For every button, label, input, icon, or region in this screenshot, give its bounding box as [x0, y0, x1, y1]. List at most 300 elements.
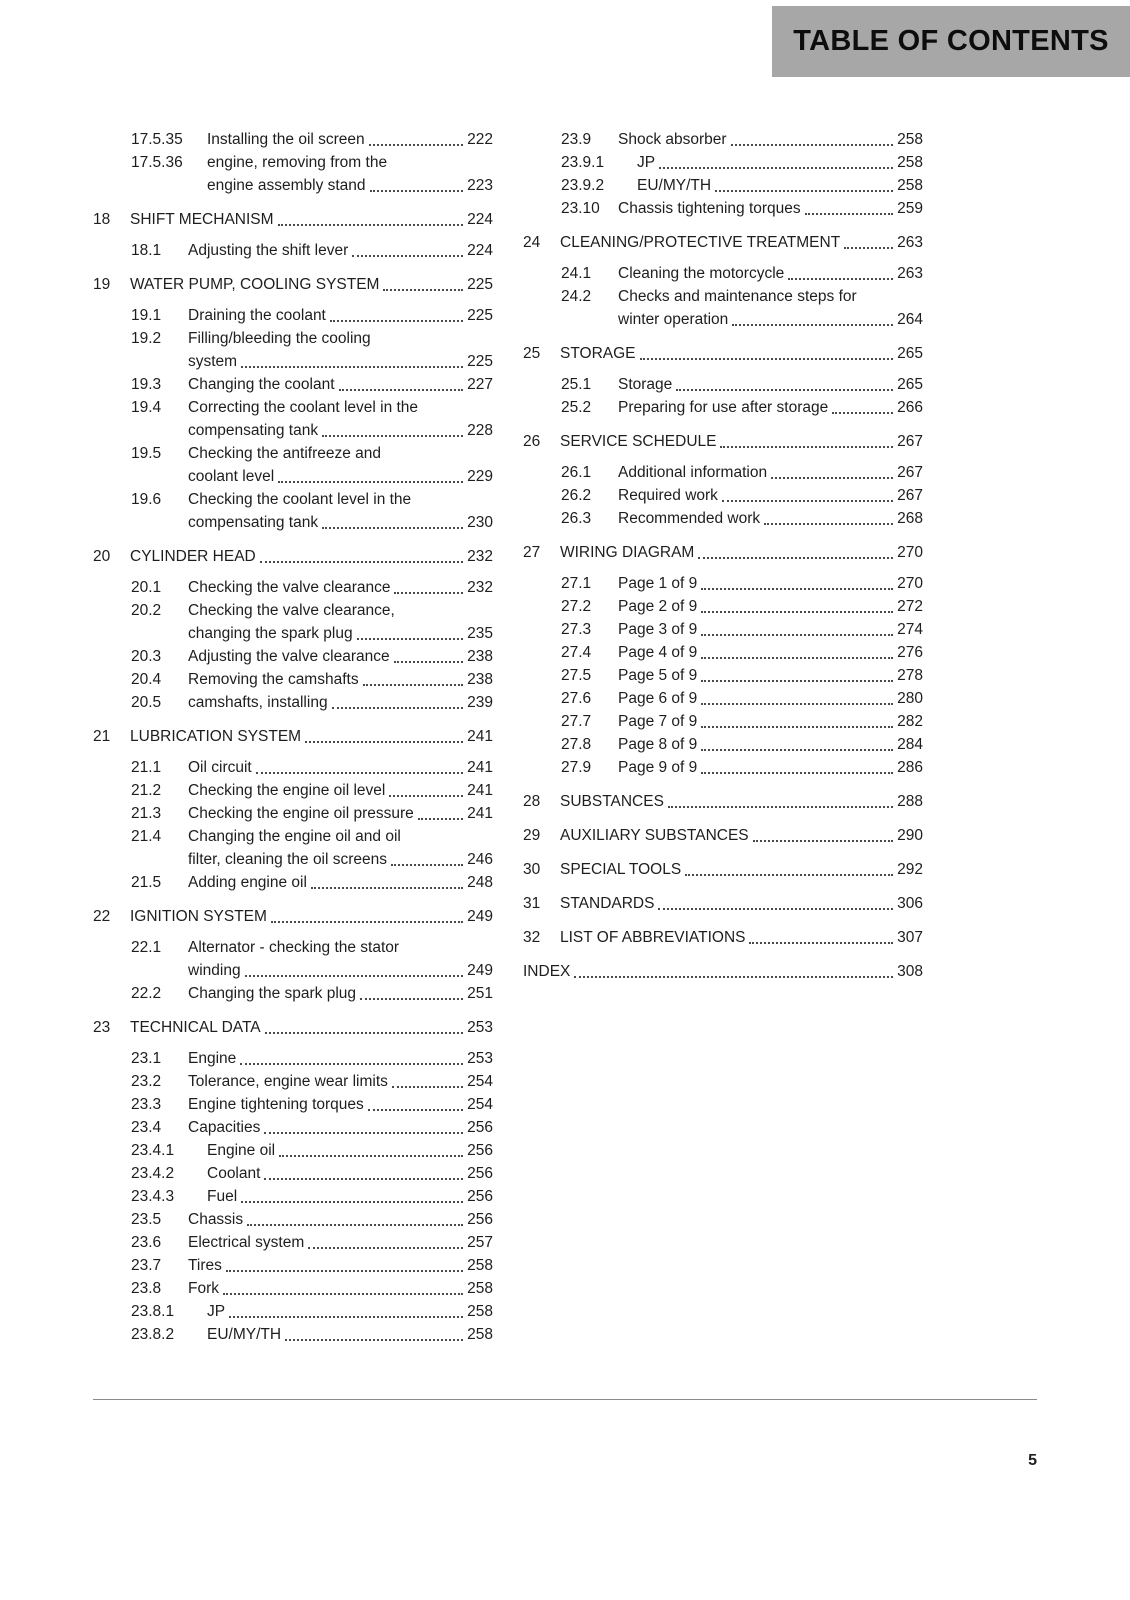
toc-entry-title: WIRING DIAGRAM: [560, 544, 695, 561]
toc-entry-title: STANDARDS: [560, 895, 655, 912]
toc-entry-line: [523, 262, 923, 285]
toc-entry-title: Checking the valve clearance,: [188, 602, 395, 619]
page-number: 5: [1028, 1452, 1037, 1469]
dotted-leader: [788, 278, 893, 280]
toc-entry-title: SERVICE SCHEDULE: [560, 433, 717, 450]
toc-entry-title: EU/MY/TH: [637, 177, 712, 194]
toc-entry-line: [523, 687, 923, 710]
toc-entry-page: 253: [467, 1050, 493, 1067]
toc-entry-page: 267: [897, 433, 923, 450]
toc-entry-title: AUXILIARY SUBSTANCES: [560, 827, 749, 844]
toc-entry-line: [93, 936, 493, 959]
toc-entry-title: Page 3 of 9: [618, 621, 698, 638]
toc-entry-number: 24.2: [561, 288, 592, 305]
toc-entry: [523, 507, 923, 530]
toc-entry-line: [523, 151, 923, 174]
toc-entry-number: 19.2: [131, 330, 162, 347]
toc-entry: [93, 1231, 493, 1254]
toc-entry-number: 23.9: [561, 131, 592, 148]
toc-entry-number: 23.8: [131, 1280, 162, 1297]
dotted-leader: [720, 446, 893, 448]
toc-entry-title: Checking the engine oil level: [188, 782, 386, 799]
toc-entry: [523, 687, 923, 710]
toc-entry-page: 286: [897, 759, 923, 776]
toc-entry-number: 22: [93, 908, 111, 925]
toc-entry-page: 270: [897, 575, 923, 592]
toc-entry-title: JP: [637, 154, 656, 171]
toc-entry: [93, 239, 493, 262]
dotted-leader: [363, 684, 464, 686]
toc-entry: [523, 197, 923, 220]
toc-entry-number: 27.8: [561, 736, 592, 753]
dotted-leader: [731, 144, 894, 146]
toc-entry-page: 258: [897, 154, 923, 171]
toc-entry-line: [93, 622, 493, 645]
toc-entry-number: 20.5: [131, 694, 162, 711]
toc-entry-line: [523, 373, 923, 396]
toc-entry: [93, 396, 493, 442]
toc-entry-page: 288: [897, 793, 923, 810]
toc-entry-title: Required work: [618, 487, 718, 504]
toc-entry-page: 224: [467, 211, 493, 228]
toc-entry: [523, 342, 923, 365]
toc-entry: [93, 327, 493, 373]
toc-entry-title: Additional information: [618, 464, 768, 481]
toc-entry-title: JP: [207, 1303, 226, 1320]
toc-entry-line: [523, 664, 923, 687]
toc-entry-page: 230: [467, 514, 493, 531]
toc-entry-title: Oil circuit: [188, 759, 252, 776]
toc-entry: [523, 373, 923, 396]
toc-entry-title: WATER PUMP, COOLING SYSTEM: [130, 276, 380, 293]
dotted-leader: [753, 840, 893, 842]
toc-entry-number: 19.4: [131, 399, 162, 416]
dotted-leader: [308, 1247, 463, 1249]
dotted-leader: [701, 703, 893, 705]
toc-entry: [93, 208, 493, 231]
dotted-leader: [370, 190, 464, 192]
dotted-leader: [352, 255, 463, 257]
toc-entry-title: compensating tank: [188, 422, 319, 439]
dotted-leader: [391, 864, 463, 866]
toc-entry: [93, 273, 493, 296]
toc-entry-line: [93, 1116, 493, 1139]
dotted-leader: [389, 795, 463, 797]
toc-entry-number: 27: [523, 544, 541, 561]
toc-entry-number: 29: [523, 827, 541, 844]
toc-entry-line: [523, 430, 923, 453]
toc-entry-number: 21.1: [131, 759, 162, 776]
toc-entry-line: [93, 151, 493, 174]
toc-entry-number: 23.7: [131, 1257, 162, 1274]
dotted-leader: [332, 707, 464, 709]
toc-entry-number: 19.5: [131, 445, 162, 462]
toc-entry-line: [93, 239, 493, 262]
toc-entry-title: Changing the coolant: [188, 376, 335, 393]
dotted-leader: [640, 358, 894, 360]
toc-entry-page: 256: [467, 1142, 493, 1159]
toc-entry-line: [93, 1093, 493, 1116]
toc-entry-title: Page 2 of 9: [618, 598, 698, 615]
toc-entry-title: Filling/bleeding the cooling: [188, 330, 371, 347]
toc-entry-number: 23.5: [131, 1211, 162, 1228]
toc-entry-number: 19.1: [131, 307, 162, 324]
toc-entry: [93, 1208, 493, 1231]
toc-entry: [93, 725, 493, 748]
dotted-leader: [278, 224, 464, 226]
toc-entry-page: 274: [897, 621, 923, 638]
toc-entry: [93, 373, 493, 396]
dotted-leader: [659, 167, 893, 169]
toc-entry: [93, 936, 493, 982]
toc-entry-number: 23.10: [561, 200, 600, 217]
toc-entry-page: 241: [467, 728, 493, 745]
toc-entry-line: [523, 174, 923, 197]
toc-entry: [93, 1300, 493, 1323]
toc-entry: [93, 1070, 493, 1093]
toc-entry-line: [93, 668, 493, 691]
toc-entry-page: 258: [467, 1303, 493, 1320]
toc-entry-line: [93, 725, 493, 748]
toc-entry-line: [93, 511, 493, 534]
toc-entry-number: 25.2: [561, 399, 592, 416]
toc-entry: [93, 1185, 493, 1208]
toc-entry-line: [93, 1162, 493, 1185]
toc-entry-line: [93, 802, 493, 825]
dotted-leader: [240, 1063, 463, 1065]
toc-entry-page: 256: [467, 1165, 493, 1182]
toc-entry-line: [93, 1300, 493, 1323]
toc-column-right: [523, 128, 923, 1346]
dotted-leader: [574, 976, 893, 978]
toc-entry: [93, 905, 493, 928]
toc-entry-number: 20.1: [131, 579, 162, 596]
toc-entry-page: 225: [467, 353, 493, 370]
dotted-leader: [732, 324, 893, 326]
toc-entry-title: Checking the engine oil pressure: [188, 805, 414, 822]
toc-entry-title: Checks and maintenance steps for: [618, 288, 857, 305]
toc-entry-title: Storage: [618, 376, 673, 393]
dotted-leader: [322, 527, 463, 529]
toc-entry-title: Page 7 of 9: [618, 713, 698, 730]
toc-entry-title: Fuel: [207, 1188, 238, 1205]
toc-entry-number: 27.3: [561, 621, 592, 638]
dotted-leader: [701, 634, 893, 636]
dotted-leader: [223, 1293, 463, 1295]
toc-column-left: [93, 128, 493, 1346]
toc-entry-page: 265: [897, 376, 923, 393]
toc-entry-title: Fork: [188, 1280, 219, 1297]
toc-entry-title: Coolant: [207, 1165, 261, 1182]
toc-entry-page: 282: [897, 713, 923, 730]
dotted-leader: [330, 320, 463, 322]
toc-entry-number: 27.9: [561, 759, 592, 776]
toc-entry: [93, 802, 493, 825]
toc-entry-page: 225: [467, 276, 493, 293]
dotted-leader: [844, 247, 893, 249]
toc-entry-line: [93, 599, 493, 622]
dotted-leader: [271, 921, 463, 923]
toc-entry-title: Shock absorber: [618, 131, 727, 148]
toc-entry: [93, 1277, 493, 1300]
toc-entry-line: [93, 959, 493, 982]
toc-entry-number: 23: [93, 1019, 111, 1036]
toc-entry-number: 26.3: [561, 510, 592, 527]
toc-entry: [93, 668, 493, 691]
dotted-leader: [285, 1339, 463, 1341]
toc-entry-page: 232: [467, 579, 493, 596]
toc-entry-line: [523, 285, 923, 308]
toc-entry-number: 23.1: [131, 1050, 162, 1067]
dotted-leader: [394, 661, 464, 663]
toc-entry-line: [93, 208, 493, 231]
dotted-leader: [701, 749, 893, 751]
toc-entry: [523, 641, 923, 664]
toc-entry-number: 23.2: [131, 1073, 162, 1090]
toc-entry: [523, 461, 923, 484]
dotted-leader: [698, 557, 893, 559]
toc-entry-number: 24.1: [561, 265, 592, 282]
toc-entry-line: [93, 1323, 493, 1346]
toc-entry: [523, 174, 923, 197]
toc-entry: [523, 151, 923, 174]
dotted-leader: [383, 289, 463, 291]
toc-entry-title: Checking the coolant level in the: [188, 491, 412, 508]
toc-entry-page: 272: [897, 598, 923, 615]
toc-content: [93, 128, 1037, 1346]
toc-entry-page: 258: [467, 1280, 493, 1297]
toc-entry-number: 25.1: [561, 376, 592, 393]
toc-entry-title: Tolerance, engine wear limits: [188, 1073, 388, 1090]
toc-entry-line: [93, 350, 493, 373]
toc-entry: [523, 231, 923, 254]
toc-entry-title: Page 9 of 9: [618, 759, 698, 776]
toc-entry: [93, 442, 493, 488]
toc-entry: [93, 756, 493, 779]
toc-entry-line: [93, 982, 493, 1005]
toc-entry-number: 17.5.36: [131, 154, 183, 171]
toc-entry-line: [93, 779, 493, 802]
toc-entry-line: [523, 618, 923, 641]
toc-entry: [523, 262, 923, 285]
toc-entry-number: 22.1: [131, 939, 162, 956]
dotted-leader: [701, 611, 893, 613]
toc-entry: [93, 982, 493, 1005]
toc-entry-page: 276: [897, 644, 923, 661]
toc-entry: [93, 1139, 493, 1162]
toc-entry: [523, 430, 923, 453]
toc-entry-line: [523, 461, 923, 484]
toc-entry: [93, 545, 493, 568]
toc-entry-title: STORAGE: [560, 345, 636, 362]
toc-entry-number: 23.8.1: [131, 1303, 175, 1320]
toc-entry-number: 23.6: [131, 1234, 162, 1251]
toc-entry-page: 280: [897, 690, 923, 707]
toc-entry-title: Capacities: [188, 1119, 261, 1136]
toc-entry: [523, 541, 923, 564]
toc-entry-line: [93, 373, 493, 396]
toc-entry-page: 256: [467, 1119, 493, 1136]
toc-entry-line: [93, 128, 493, 151]
toc-entry-page: 278: [897, 667, 923, 684]
page-header: [772, 6, 1130, 77]
toc-entry-number: 30: [523, 861, 541, 878]
toc-entry: [523, 960, 923, 983]
dotted-leader: [264, 1132, 463, 1134]
toc-entry-title: Checking the valve clearance: [188, 579, 391, 596]
toc-entry-line: [523, 926, 923, 949]
toc-entry-title: Adjusting the shift lever: [188, 242, 349, 259]
toc-entry-title: coolant level: [188, 468, 275, 485]
toc-entry-number: 20.4: [131, 671, 162, 688]
toc-entry-page: 241: [467, 782, 493, 799]
toc-entry-title: Installing the oil screen: [207, 131, 365, 148]
toc-entry-page: 258: [467, 1257, 493, 1274]
toc-entry-title: LUBRICATION SYSTEM: [130, 728, 302, 745]
toc-entry-page: 224: [467, 242, 493, 259]
dotted-leader: [685, 874, 893, 876]
dotted-leader: [360, 998, 463, 1000]
toc-entry-page: 251: [467, 985, 493, 1002]
toc-entry-page: 265: [897, 345, 923, 362]
toc-entry-title: Draining the coolant: [188, 307, 326, 324]
toc-entry-line: [93, 645, 493, 668]
toc-columns: [93, 128, 1037, 1346]
toc-entry: [523, 892, 923, 915]
toc-entry-page: 254: [467, 1073, 493, 1090]
toc-entry-line: [523, 308, 923, 331]
toc-entry-title: Changing the engine oil and oil: [188, 828, 401, 845]
toc-entry: [523, 790, 923, 813]
toc-entry-page: 259: [897, 200, 923, 217]
toc-entry-line: [93, 848, 493, 871]
dotted-leader: [278, 481, 463, 483]
toc-entry: [93, 488, 493, 534]
dotted-leader: [311, 887, 463, 889]
toc-entry: [523, 128, 923, 151]
toc-entry: [523, 926, 923, 949]
toc-entry-page: 267: [897, 487, 923, 504]
dotted-leader: [771, 477, 893, 479]
toc-entry-page: 258: [897, 177, 923, 194]
toc-entry-page: 248: [467, 874, 493, 891]
dotted-leader: [722, 500, 893, 502]
toc-entry-number: 25: [523, 345, 541, 362]
toc-entry-page: 306: [897, 895, 923, 912]
toc-entry-title: Recommended work: [618, 510, 761, 527]
toc-entry-title: IGNITION SYSTEM: [130, 908, 267, 925]
toc-entry-title: CYLINDER HEAD: [130, 548, 256, 565]
toc-entry-number: 23.4: [131, 1119, 162, 1136]
toc-entry-line: [93, 442, 493, 465]
toc-entry: [93, 1116, 493, 1139]
dotted-leader: [256, 772, 463, 774]
toc-entry: [93, 1093, 493, 1116]
dotted-leader: [701, 680, 893, 682]
toc-entry-line: [93, 488, 493, 511]
toc-entry-title: Correcting the coolant level in the: [188, 399, 419, 416]
dotted-leader: [245, 975, 464, 977]
toc-entry-page: 229: [467, 468, 493, 485]
dotted-leader: [701, 772, 893, 774]
toc-entry-title: Adding engine oil: [188, 874, 307, 891]
toc-entry: [523, 484, 923, 507]
toc-entry-number: 32: [523, 929, 541, 946]
toc-entry-number: 19.3: [131, 376, 162, 393]
toc-entry-line: [523, 541, 923, 564]
toc-entry-title: Page 8 of 9: [618, 736, 698, 753]
toc-entry-line: [93, 691, 493, 714]
toc-entry-title: SUBSTANCES: [560, 793, 664, 810]
toc-entry-title: engine, removing from the: [207, 154, 388, 171]
toc-entry: [93, 779, 493, 802]
toc-entry-title: Cleaning the motorcycle: [618, 265, 785, 282]
toc-entry-page: 239: [467, 694, 493, 711]
toc-entry-line: [523, 892, 923, 915]
toc-entry-line: [93, 756, 493, 779]
toc-entry-title: Changing the spark plug: [188, 985, 357, 1002]
toc-entry: [523, 572, 923, 595]
toc-entry-number: 18: [93, 211, 111, 228]
toc-entry-line: [93, 576, 493, 599]
toc-entry-page: 227: [467, 376, 493, 393]
toc-entry-line: [93, 1016, 493, 1039]
dotted-leader: [368, 1109, 463, 1111]
toc-entry-number: 23.9.2: [561, 177, 605, 194]
dotted-leader: [701, 588, 893, 590]
toc-entry-number: 24: [523, 234, 541, 251]
toc-entry-title: Engine tightening torques: [188, 1096, 364, 1113]
toc-entry-page: 263: [897, 265, 923, 282]
dotted-leader: [715, 190, 893, 192]
toc-entry-title: Electrical system: [188, 1234, 305, 1251]
toc-entry-line: [93, 1139, 493, 1162]
toc-entry-line: [93, 273, 493, 296]
toc-entry: [93, 151, 493, 197]
toc-entry-page: 235: [467, 625, 493, 642]
toc-entry-title: Page 5 of 9: [618, 667, 698, 684]
toc-entry-number: 23.9.1: [561, 154, 605, 171]
toc-entry-title: INDEX: [523, 963, 571, 980]
toc-entry-line: [523, 756, 923, 779]
toc-entry: [93, 304, 493, 327]
toc-entry-page: 256: [467, 1188, 493, 1205]
toc-entry-line: [523, 231, 923, 254]
toc-entry-page: 225: [467, 307, 493, 324]
dotted-leader: [339, 389, 464, 391]
toc-entry-title: Checking the antifreeze and: [188, 445, 382, 462]
dotted-leader: [322, 435, 463, 437]
toc-entry-page: 241: [467, 759, 493, 776]
toc-entry-number: 21.4: [131, 828, 162, 845]
dotted-leader: [260, 561, 463, 563]
toc-entry-number: 26.1: [561, 464, 592, 481]
toc-entry: [523, 733, 923, 756]
toc-entry-title: Removing the camshafts: [188, 671, 359, 688]
toc-entry-title: SPECIAL TOOLS: [560, 861, 682, 878]
toc-entry-line: [523, 858, 923, 881]
toc-entry-title: winding: [188, 962, 241, 979]
toc-entry-number: 20: [93, 548, 111, 565]
toc-entry-number: 19.6: [131, 491, 162, 508]
dotted-leader: [279, 1155, 463, 1157]
toc-entry-number: 27.7: [561, 713, 592, 730]
toc-entry-page: 257: [467, 1234, 493, 1251]
toc-entry-number: 18.1: [131, 242, 162, 259]
toc-entry-line: [523, 824, 923, 847]
dotted-leader: [264, 1178, 463, 1180]
toc-entry-title: camshafts, installing: [188, 694, 328, 711]
